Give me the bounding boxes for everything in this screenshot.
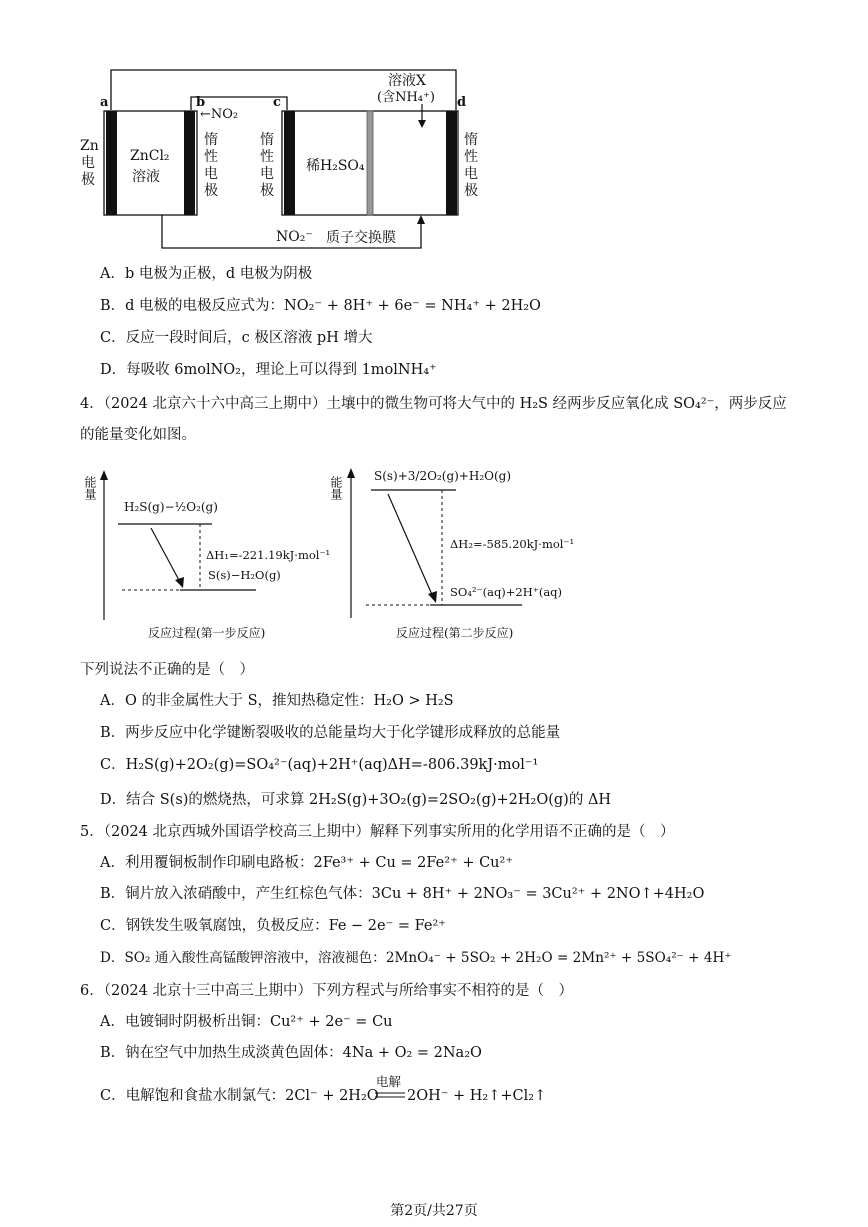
electrode-d-bar xyxy=(446,111,457,215)
no2-inlet-label: ←NO₂ xyxy=(200,107,239,122)
proton-membrane xyxy=(367,111,373,215)
dilute-sulfuric-acid-label: 稀H₂SO₄ xyxy=(306,158,365,174)
chart2-delta-h: ΔH₂=-585.20kJ·mol⁻¹ xyxy=(450,537,575,551)
electrode-b-bar xyxy=(184,111,195,215)
no2-minus-label: NO₂⁻ xyxy=(276,229,313,245)
q5-option-d: D．SO₂ 通入酸性高锰酸钾溶液中，溶液褪色：2MnO₄⁻ + 5SO₂ + 2H₂O = 2Mn²⁺ + 5SO₄²⁻ + 4H⁺ xyxy=(100,950,732,966)
q4-option-a: A．O 的非金属性大于 S，推知热稳定性：H₂O > H₂S xyxy=(100,693,454,709)
electrolysis-condition: 电解 xyxy=(376,1074,402,1089)
chart2-bottom-label: SO₄²⁻(aq)+2H⁺(aq) xyxy=(450,585,563,599)
chart1-bottom-label: S(s)−H₂O(g) xyxy=(208,568,281,582)
label-b: b xyxy=(196,95,206,110)
q5-stem: 5．（2024 北京西城外国语学校高三上期中）解释下列事实所用的化学用语不正确的是（ ） xyxy=(80,824,675,840)
label-a: a xyxy=(100,95,109,110)
solution-x-note: (含NH₄⁺) xyxy=(377,90,435,105)
q5-option-c: C．钢铁发生吸氧腐蚀，负极反应：Fe − 2e⁻ = Fe²⁺ xyxy=(100,918,446,934)
q4-option-c: C．H₂S(g)+2O₂(g)=SO₄²⁻(aq)+2H⁺(aq)ΔH=-806.39kJ·mol⁻¹ xyxy=(100,757,539,773)
zncl2-label: ZnCl₂ xyxy=(130,148,170,164)
inert-electrode-b-label: 惰 性 电 极 xyxy=(204,132,218,199)
q6-option-c-suffix: 2OH⁻ + H₂↑+Cl₂↑ xyxy=(407,1088,547,1104)
zn-electrode-label: Zn 电 极 xyxy=(80,138,99,188)
membrane-label: 质子交换膜 xyxy=(326,230,396,246)
energy-chart-1 xyxy=(100,470,256,620)
chart1-ylabel: 能量 xyxy=(83,476,97,500)
zn-electrode-bar xyxy=(106,111,117,215)
chart2-xlabel: 反应过程(第二步反应) xyxy=(396,626,514,640)
q4-stem-line1: 4．（2024 北京六十六中高三上期中）土壤中的微生物可将大气中的 H₂S 经两步反应氧化成 SO₄²⁻，两步反应 xyxy=(80,396,787,412)
q5-option-a: A．利用覆铜板制作印刷电路板：2Fe³⁺ + Cu = 2Fe²⁺ + Cu²⁺ xyxy=(100,855,513,871)
q6-option-a: A．电镀铜时阴极析出铜：Cu²⁺ + 2e⁻ = Cu xyxy=(100,1014,393,1030)
q5-option-b: B．铜片放入浓硝酸中，产生红棕色气体：3Cu + 8H⁺ + 2NO₃⁻ = 3Cu²⁺ + 2NO↑+4H₂O xyxy=(100,886,705,902)
inert-electrode-d-label: 惰 性 电 极 xyxy=(464,132,478,199)
chart1-xlabel: 反应过程(第一步反应) xyxy=(148,626,266,640)
q6-option-b: B．钠在空气中加热生成淡黄色固体：4Na + O₂ = 2Na₂O xyxy=(100,1045,482,1061)
q3-option-c: C．反应一段时间后，c 极区溶液 pH 增大 xyxy=(100,330,373,346)
chart1-delta-h: ΔH₁=-221.19kJ·mol⁻¹ xyxy=(206,548,331,562)
q6-option-c-prefix: C．电解饱和食盐水制氯气：2Cl⁻ + 2H₂O xyxy=(100,1088,379,1104)
q3-option-d: D．每吸收 6molNO₂，理论上可以得到 1molNH₄⁺ xyxy=(100,362,437,378)
q4-option-b: B．两步反应中化学键断裂吸收的总能量均大于化学键形成释放的总能量 xyxy=(100,725,561,741)
zncl2-solution-label: 溶液 xyxy=(132,169,160,185)
label-d: d xyxy=(457,95,467,110)
q3-option-a: A．b 电极为正极，d 电极为阴极 xyxy=(100,266,313,282)
chart2-ylabel: 能量 xyxy=(329,476,343,500)
q4-prompt: 下列说法不正确的是（ ） xyxy=(80,662,254,678)
inert-electrode-c-label: 惰 性 电 极 xyxy=(260,132,274,199)
solution-x-label: 溶液X xyxy=(388,73,426,89)
chart1-top-label: H₂S(g)−½O₂(g) xyxy=(124,500,218,514)
page-footer: 第2页/共27页 xyxy=(390,1203,478,1219)
q3-option-b: B．d 电极的电极反应式为：NO₂⁻ + 8H⁺ + 6e⁻ = NH₄⁺ + 2H₂O xyxy=(100,298,541,314)
electrode-c-bar xyxy=(284,111,295,215)
q4-option-d: D．结合 S(s)的燃烧热，可求算 2H₂S(g)+3O₂(g)=2SO₂(g)+2H₂O(g)的 ΔH xyxy=(100,792,612,808)
q6-stem: 6．（2024 北京十三中高三上期中）下列方程式与所给事实不相符的是（ ） xyxy=(80,983,573,999)
q4-stem-line2: 的能量变化如图。 xyxy=(80,427,196,443)
chart2-top-label: S(s)+3/2O₂(g)+H₂O(g) xyxy=(374,469,512,483)
label-c: c xyxy=(273,95,281,110)
